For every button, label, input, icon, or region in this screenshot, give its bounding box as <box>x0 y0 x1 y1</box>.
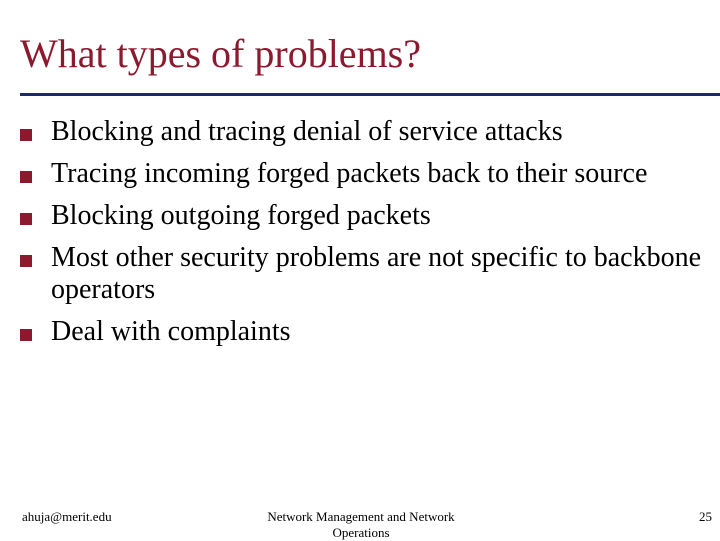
bullet-text: Blocking outgoing forged packets <box>51 200 431 231</box>
bullet-list <box>20 116 710 358</box>
list-item <box>20 158 710 190</box>
slide-title: What types of problems? <box>20 31 421 76</box>
list-item <box>20 316 710 348</box>
footer-title: Network Management and Network Operations <box>267 509 455 540</box>
square-bullet-icon <box>20 213 32 225</box>
list-item <box>20 116 710 148</box>
square-bullet-icon <box>20 329 32 341</box>
list-item <box>20 200 710 232</box>
bullet-text: Blocking and tracing denial of service attacks <box>51 116 563 147</box>
square-bullet-icon <box>20 129 32 141</box>
bullet-text: Most other security problems are not specific to backbone operators <box>51 242 702 305</box>
square-bullet-icon <box>20 255 32 267</box>
title-divider <box>20 93 720 96</box>
bullet-text: Deal with complaints <box>51 316 291 347</box>
square-bullet-icon <box>20 171 32 183</box>
list-item <box>20 242 710 306</box>
page-number: 25 <box>699 509 712 524</box>
footer-email: ahuja@merit.edu <box>22 509 112 524</box>
bullet-text: Tracing incoming forged packets back to their source <box>51 158 648 189</box>
